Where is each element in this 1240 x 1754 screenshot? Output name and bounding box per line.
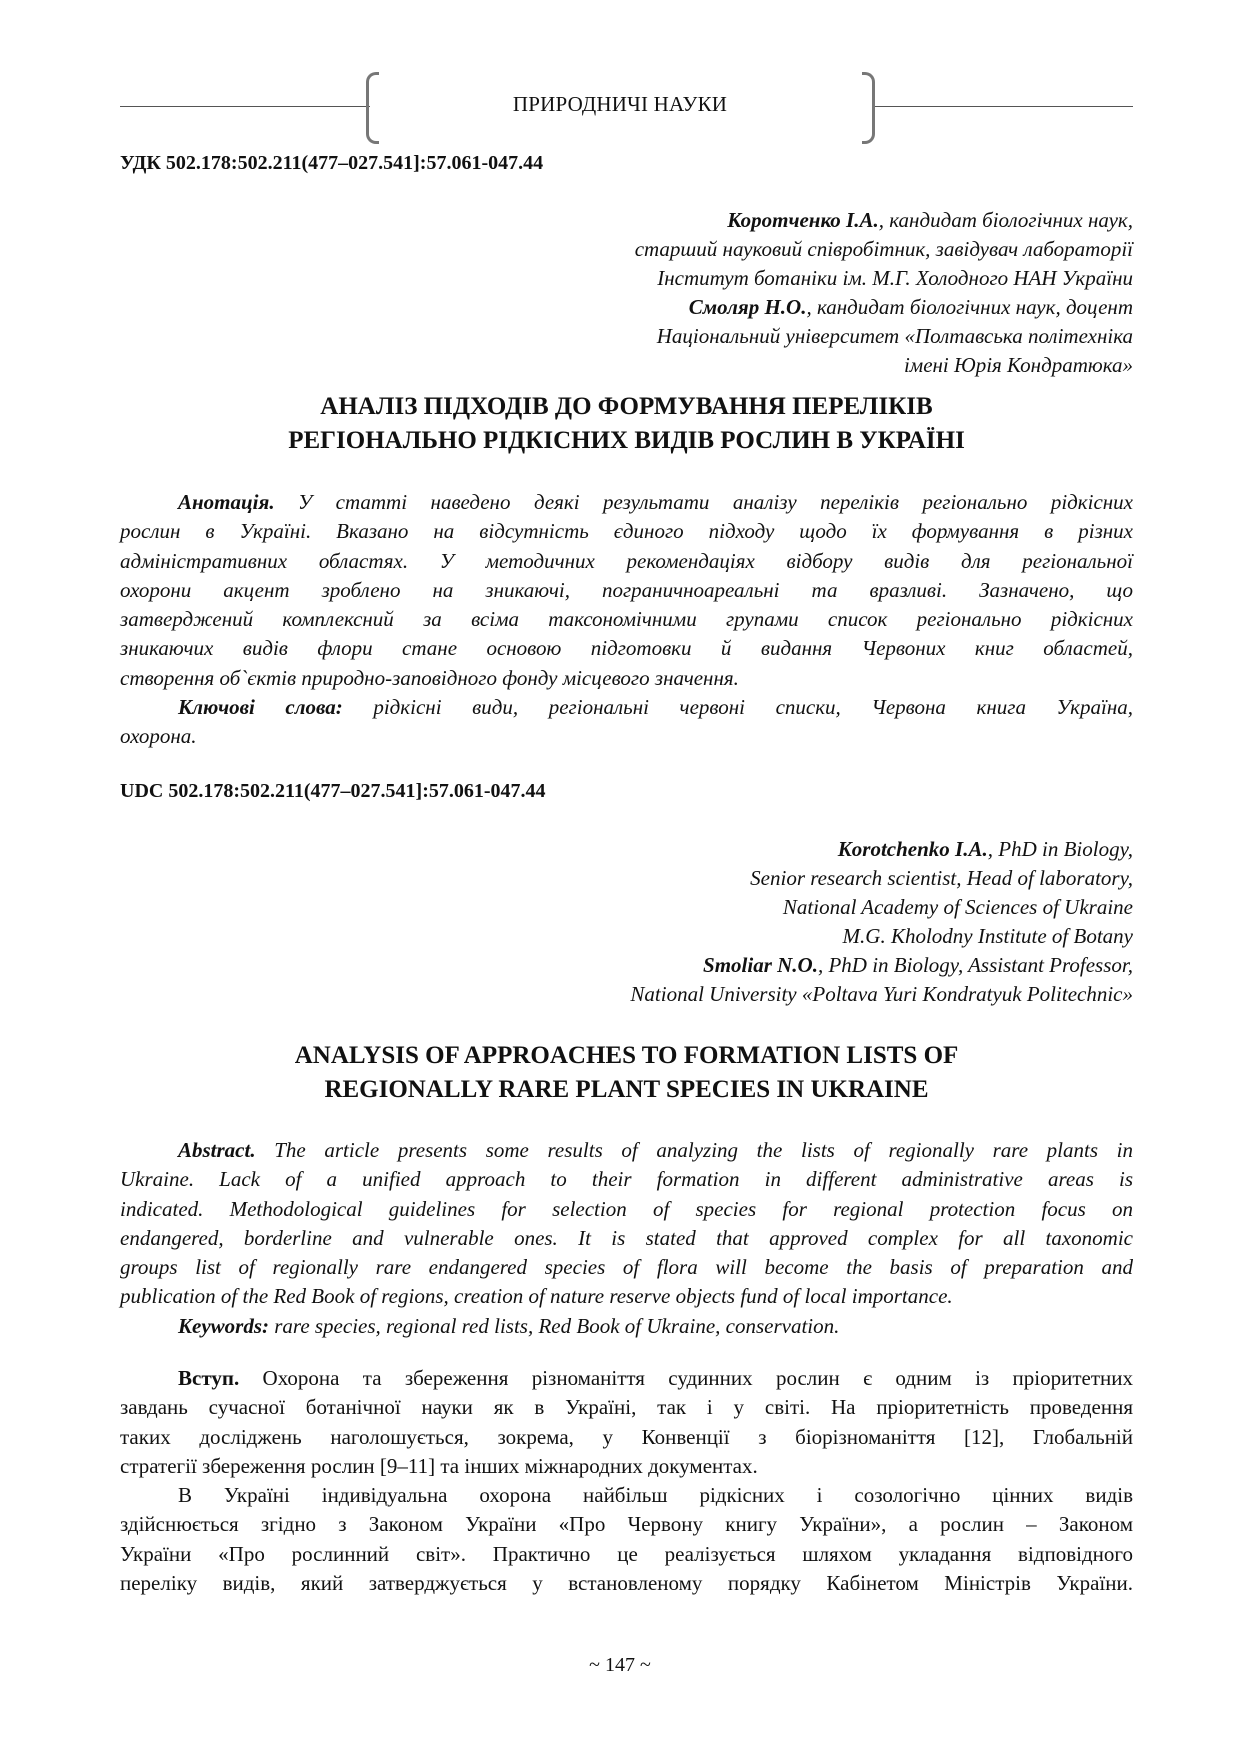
abstract-line: groups list of regionally rare endangered species of flora will become the basis of preparation and xyxy=(120,1255,1133,1280)
abstract-uk xyxy=(120,488,1133,752)
authors-en xyxy=(630,835,1133,1009)
abstract-line: У статті наведено деякі результати аналізу переліків регіонально рідкісних xyxy=(274,490,1133,514)
keywords-label: Ключові слова: xyxy=(178,695,343,720)
body-line: таких досліджень наголошується, зокрема, у Конвенції з біорізноманіття [12], Глобальній xyxy=(120,1424,1133,1449)
title-line: ANALYSIS OF APPROACHES TO FORMATION LISTS OF xyxy=(294,1042,959,1069)
body-line: України «Про рослинний світ». Практично це реалізується шляхом укладання відповідного xyxy=(120,1541,1133,1566)
page-number: ~ 147 ~ xyxy=(589,1654,651,1676)
title-line: АНАЛІЗ ПІДХОДІВ ДО ФОРМУВАННЯ ПЕРЕЛІКІВ xyxy=(320,393,933,420)
body-line: стратегії збереження рослин [9–11] та інших міжнародних документах. xyxy=(120,1453,758,1478)
author-affiliation: , PhD in Biology, Assistant Professor, xyxy=(817,953,1133,977)
abstract-line: endangered, borderline and vulnerable ones. It is stated that approved complex for all taxonomic xyxy=(120,1225,1133,1250)
abstract-line: створення об`єктів природно-заповідного фонду місцевого значення. xyxy=(120,665,739,690)
body-line: В Україні індивідуальна охорона найбільш рідкісних і созологічно цінних видів xyxy=(178,1483,1133,1508)
author-name: Коротченко І.А. xyxy=(727,208,879,232)
author-affiliation: імені Юрія Кондратюка» xyxy=(903,353,1133,377)
title-line: РЕГІОНАЛЬНО РІДКІСНИХ ВИДІВ РОСЛИН В УКРАЇНІ xyxy=(288,427,965,454)
abstract-en xyxy=(120,1136,1133,1341)
abstract-line: Ukraine. Lack of a unified approach to their formation in different administrative areas is xyxy=(120,1167,1133,1192)
abstract-label: Анотація. xyxy=(178,490,275,514)
abstract-line: адміністративних областях. У методичних рекомендаціях відбору видів для регіональної xyxy=(120,548,1133,573)
author-affiliation: M.G. Kholodny Institute of Botany xyxy=(842,924,1133,948)
author-name: Smoliar N.O. xyxy=(703,953,818,977)
abstract-line: зникаючих видів флори стане основою підготовки й видання Червоних книг областей, xyxy=(120,636,1133,661)
author-affiliation: National University «Poltava Yuri Kondratyuk Politechnic» xyxy=(630,982,1133,1006)
journal-section: ПРИРОДНИЧІ НАУКИ xyxy=(512,92,728,116)
keywords-line: рідкісні види, регіональні червоні списки, Червона книга Україна, xyxy=(342,695,1133,720)
author-name: Смоляр Н.О. xyxy=(688,295,807,319)
keywords-text: rare species, regional red lists, Red Book of Ukraine, conservation. xyxy=(269,1313,840,1338)
body-line: Охорона та збереження різноманіття судинних рослин є одним із пріоритетних xyxy=(239,1366,1133,1390)
author-affiliation: Senior research scientist, Head of laboratory, xyxy=(750,866,1133,890)
keywords-label: Keywords: xyxy=(178,1313,269,1338)
author-affiliation: National Academy of Sciences of Ukraine xyxy=(782,895,1133,919)
abstract-line: indicated. Methodological guidelines for selection of species for regional protection focus on xyxy=(120,1196,1133,1221)
author-affiliation: старший науковий співробітник, завідувач лабораторії xyxy=(634,237,1133,261)
keywords-line: охорона. xyxy=(120,724,197,749)
author-affiliation: , кандидат біологічних наук, xyxy=(878,208,1133,232)
author-name: Korotchenko I.A. xyxy=(837,837,988,861)
intro-label: Вступ. xyxy=(178,1366,240,1390)
abstract-line: охорони акцент зроблено на зникаючі, пограничноареальні та вразливі. Зазначено, що xyxy=(120,577,1133,602)
keywords-en xyxy=(120,1312,1133,1341)
udc-uk: УДК 502.178:502.211(477–027.541]:57.061-047.44 xyxy=(120,152,544,174)
title-line: REGIONALLY RARE PLANT SPECIES IN UKRAINE xyxy=(324,1076,929,1103)
udc-en: UDC 502.178:502.211(477–027.541]:57.061-047.44 xyxy=(120,780,546,802)
body-line: здійснюється згідно з Законом України «Про Червону книгу України», а рослин – Законом xyxy=(120,1512,1133,1537)
author-affiliation: Інститут ботаніки ім. М.Г. Холодного НАН України xyxy=(657,266,1133,290)
authors-uk xyxy=(635,206,1133,380)
author-affiliation: , PhD in Biology, xyxy=(987,837,1133,861)
abstract-line: затверджений комплексний за всіма таксономічними групами список регіонально рідкісних xyxy=(120,607,1133,632)
author-affiliation: , кандидат біологічних наук, доцент xyxy=(806,295,1133,319)
article-title-uk xyxy=(120,390,1133,458)
keywords-uk xyxy=(120,693,1133,722)
abstract-label: Abstract. xyxy=(178,1138,256,1162)
article-title-en xyxy=(120,1039,1133,1107)
abstract-line: publication of the Red Book of regions, creation of nature reserve objects fund of local importance. xyxy=(120,1284,953,1309)
body-line: переліку видів, який затверджується у встановленому порядку Кабінетом Міністрів України. xyxy=(120,1571,1133,1596)
abstract-line: The article presents some results of analyzing the lists of regionally rare plants in xyxy=(255,1138,1133,1162)
author-affiliation: Національний університет «Полтавська політехніка xyxy=(656,324,1133,348)
body-text xyxy=(120,1364,1133,1598)
abstract-line: рослин в Україні. Вказано на відсутність єдиного підходу щодо їх формування в різних xyxy=(120,519,1133,544)
body-line: завдань сучасної ботанічної науки як в Україні, так і у світі. На пріоритетність проведення xyxy=(120,1395,1133,1420)
